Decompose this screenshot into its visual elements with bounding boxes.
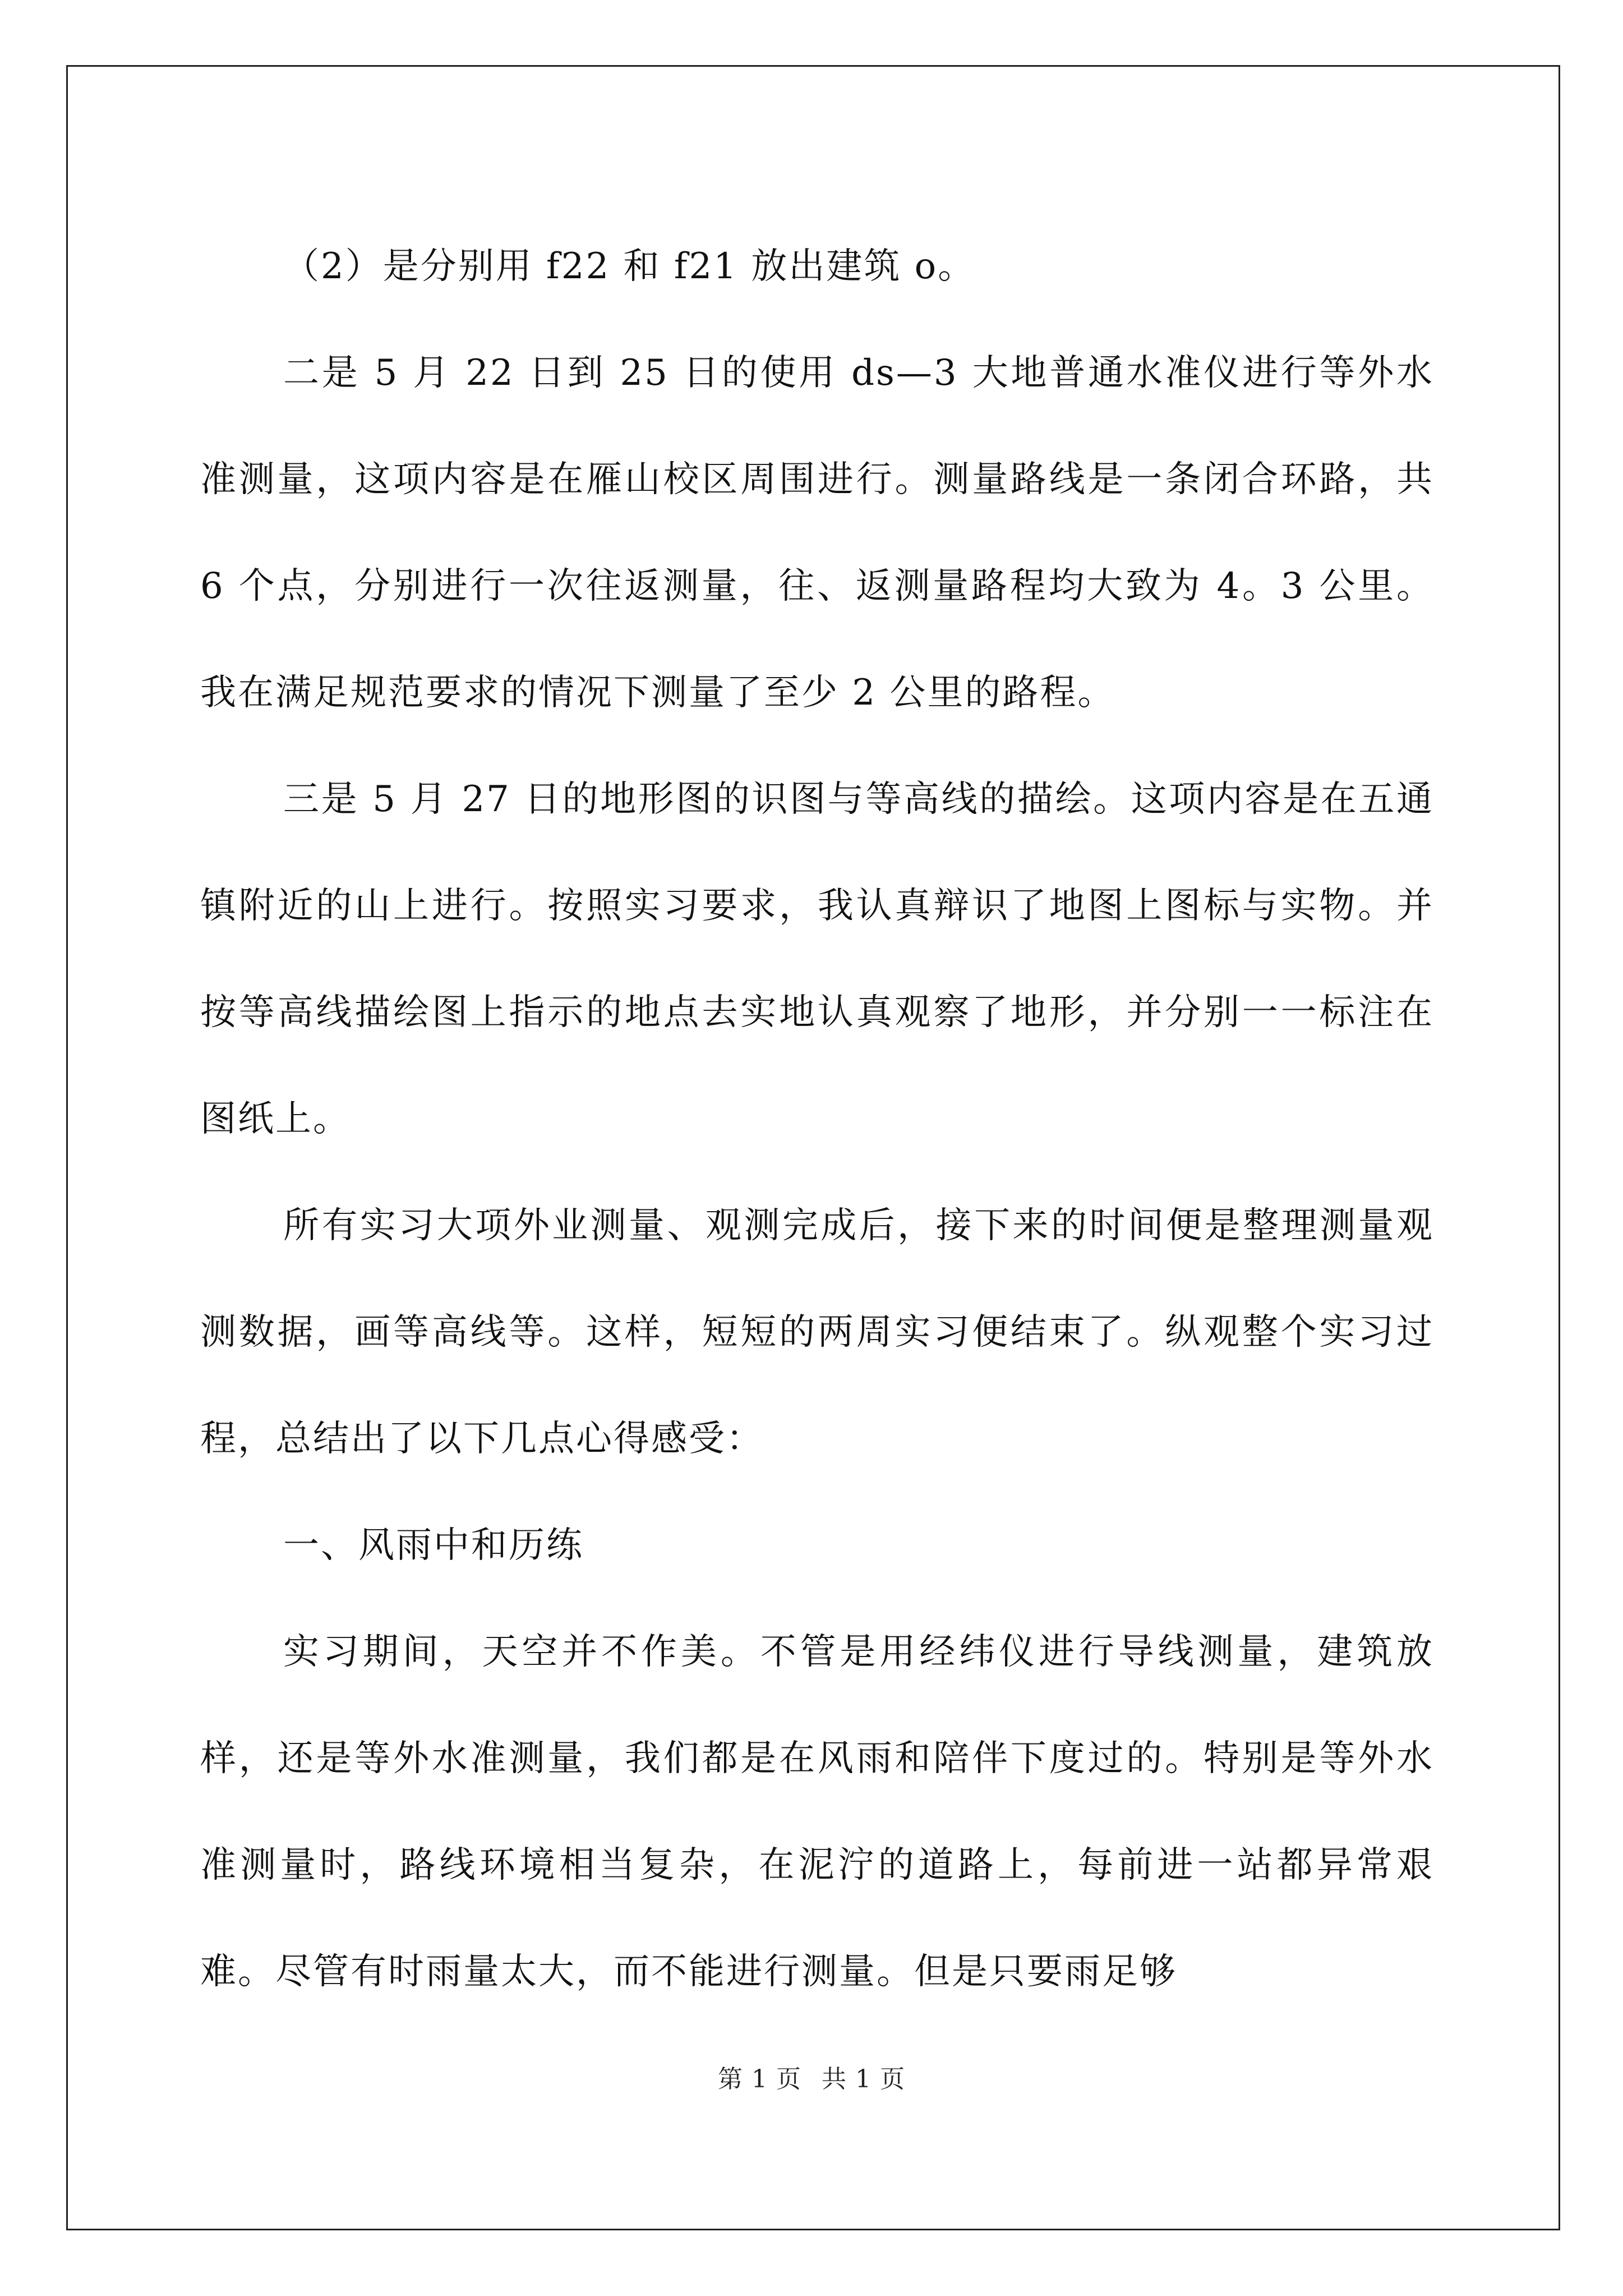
paragraph-5: 实习期间，天空并不作美。不管是用经纬仪进行导线测量，建筑放样，还是等外水准测量，我们都是在风雨和陪伴下度过的。特别是等外水准测量时，路线环境相当复杂，在泥泞的道路上，每前进一站都异常艰难。尽管有时雨量太大，而不能进行测量。但是只要雨足够 [200, 1631, 1434, 1993]
paragraph-2: 二是 5 月 22 日到 25 日的使用 ds—3 大地普通水准仪进行等外水准测量，这项内容是在雁山校区周围进行。测量路线是一条闭合环路，共 6 个点，分别进行一次往返测量，往、返测量路程均大致为 4。3 公里。我在满足规范要求的情况下测量了至少 2 公里的路程。 [200, 352, 1434, 714]
paragraph-4: 所有实习大项外业测量、观测完成后，接下来的时间便是整理测量观测数据，画等高线等。这样，短短的两周实习便结束了。纵观整个实习过程，总结出了以下几点心得感受： [200, 1205, 1434, 1460]
page-total: 共 1 页 [822, 2065, 905, 2093]
section-heading: 一、风雨中和历练 [283, 1525, 584, 1566]
paragraph-1: （2）是分别用 f22 和 f21 放出建筑 o。 [283, 246, 976, 287]
page-footer [0, 2059, 1623, 2095]
page-number: 第 1 页 [718, 2065, 801, 2093]
document-body [200, 213, 1434, 2025]
paragraph-3: 三是 5 月 27 日的地形图的识图与等高线的描绘。这项内容是在五通镇附近的山上进行。按照实习要求，我认真辩识了地图上图标与实物。并按等高线描绘图上指示的地点去实地认真观察了地形，并分别一一标注在图纸上。 [200, 779, 1434, 1140]
